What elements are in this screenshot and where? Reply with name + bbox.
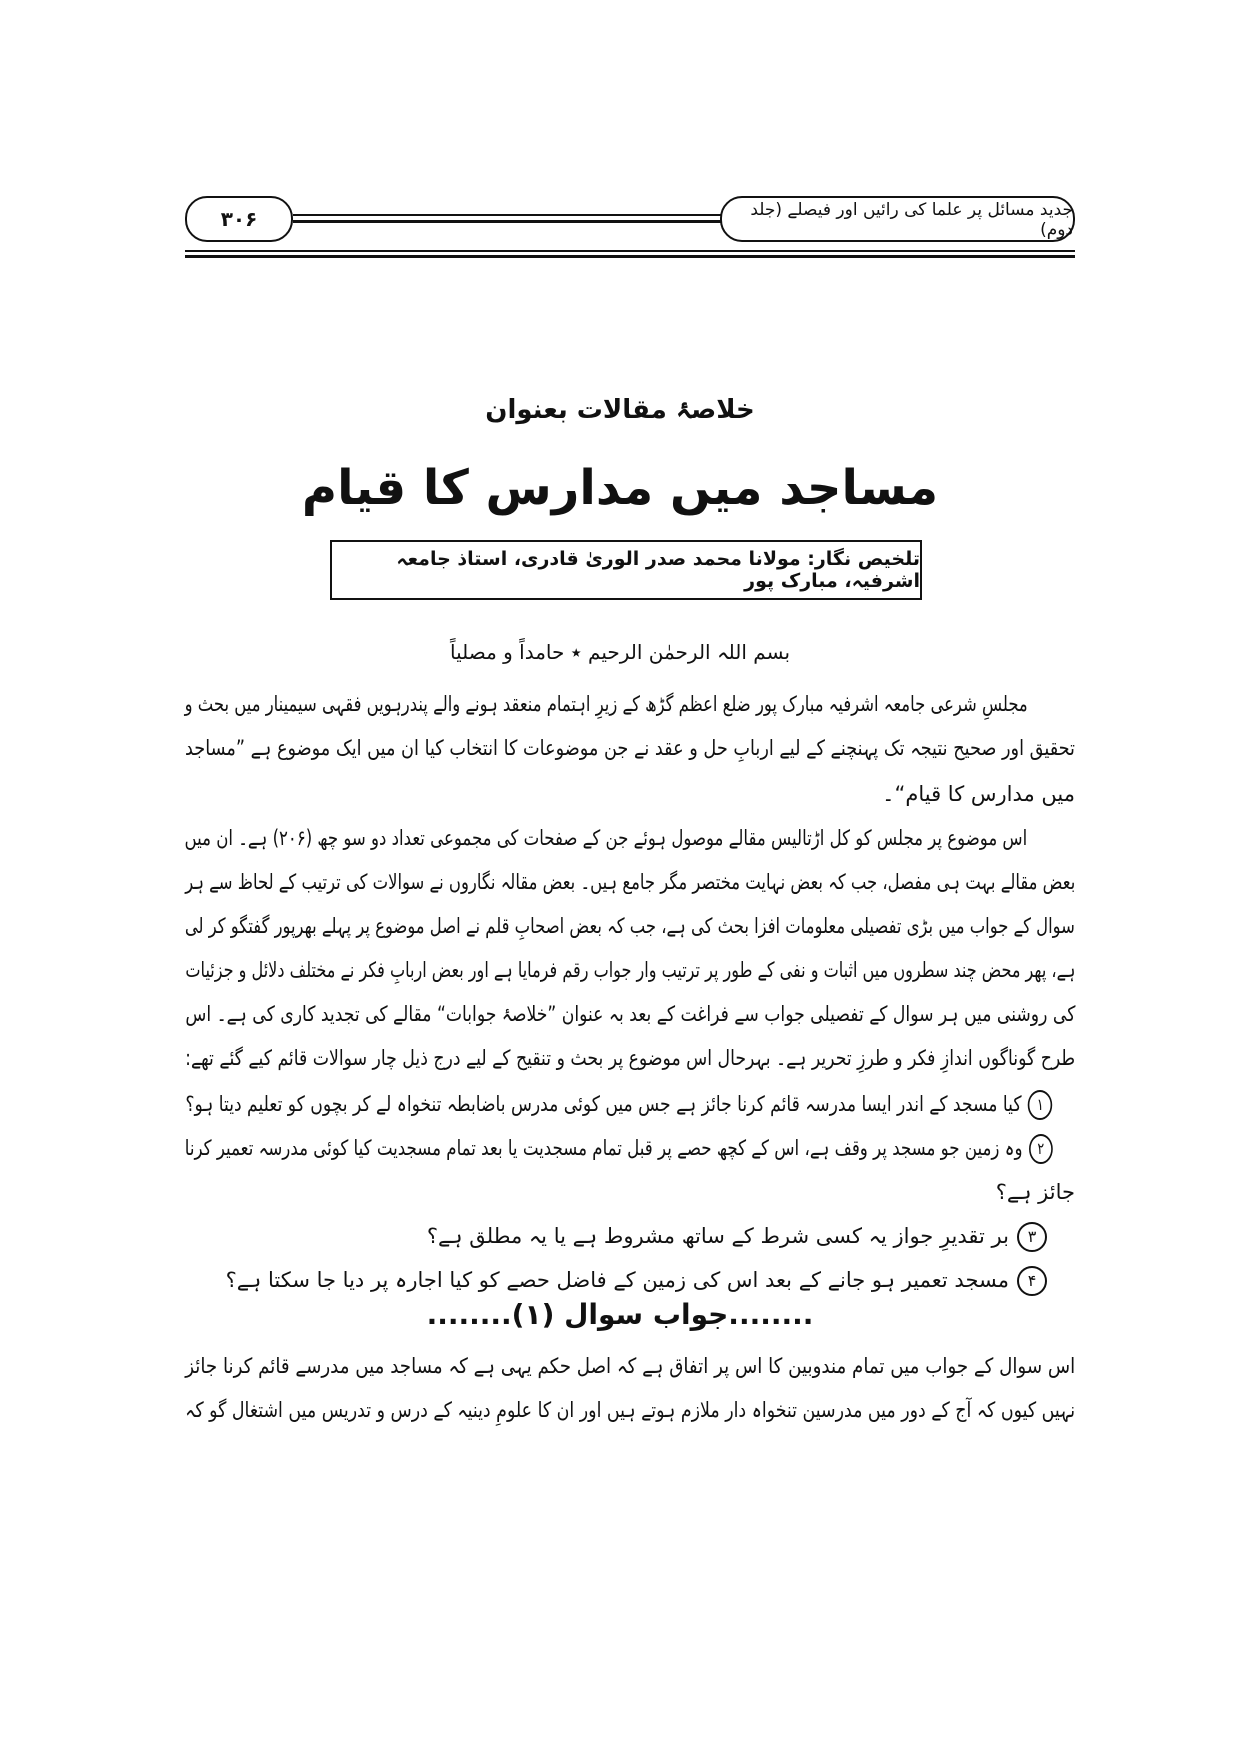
- question-2-continuation: جائز ہے؟: [995, 1180, 1075, 1204]
- para2-line: کی روشنی میں ہر سوال کے تفصیلی جواب سے فراغت کے بعد بہ عنوان ”خلاصۂ جوابات“ مقالے کی تجدید کاری کی ہے۔ اس: [185, 1002, 1075, 1026]
- article-title: مساجد میں مدارس کا قیام: [301, 460, 939, 516]
- summarizer-credit: تلخیص نگار: مولانا محمد صدر الوریٰ قادری، استاذ جامعہ اشرفیہ، مبارک پور: [396, 548, 920, 592]
- article-overline: خلاصۂ مقالات بعنوان: [485, 395, 755, 425]
- para2-line: بعض مقالے بہت ہی مفصل، جب کہ بعض نہایت مختصر مگر جامع ہیں۔ بعض مقالہ نگاروں نے سوالات کی ترتیب کے لحاظ سے ہر: [185, 870, 1075, 894]
- page-number: ۳۰۶: [220, 207, 258, 231]
- para2-line: ہے، پھر محض چند سطروں میں اثبات و نفی کے طور پر ترتیب وار جواب رقم فرمایا ہے اور بعض اربابِ فکر نے مختلف دلائل و جزئیات: [184, 958, 1075, 982]
- answer-line: اس سوال کے جواب میں تمام مندوبین کا اس پر اتفاق ہے کہ اصل حکم یہی ہے کہ مساجد میں مدرسے قائم کرنا جائز: [185, 1354, 1075, 1378]
- book-title: جدید مسائل پر علما کی رائیں اور فیصلے (جلد دوم): [750, 199, 1073, 240]
- para2-line: سوال کے جواب میں بڑی تفصیلی معلومات افزا بحث کی ہے، جب کہ بعض اصحابِ قلم نے اصل موضوع پر پہلے بھرپور گفتگو کر لی: [185, 914, 1075, 938]
- book-title-box: [720, 196, 1075, 242]
- header-double-rule-1: [185, 250, 1075, 252]
- page-number-box: [185, 196, 293, 242]
- header-rule-top: [293, 214, 721, 216]
- summarizer-box: [330, 540, 922, 600]
- question-2: ۲وہ زمین جو مسجد پر وقف ہے، اس کے کچھ حصے پر قبل تمام مسجدیت یا بعد تمام مسجدیت کیا کوئی مدرسہ تعمیر کرنا: [185, 1128, 1075, 1168]
- question-number: ۲: [1029, 1134, 1053, 1164]
- question-3: ۳بر تقدیرِ جواز یہ کسی شرط کے ساتھ مشروط ہے یا یہ مطلق ہے؟: [185, 1216, 1075, 1256]
- answer-heading: ........جواب سوال (۱)........: [426, 1298, 814, 1331]
- header-double-rule-2: [185, 255, 1075, 258]
- question-number: ۳: [1017, 1222, 1047, 1252]
- para1-line: میں مدارس کا قیام“۔: [882, 782, 1075, 806]
- para1-line: مجلسِ شرعی جامعہ اشرفیہ مبارک پور ضلع اعظم گڑھ کے زیرِ اہتمام منعقد ہونے والے پندرہویں فقہی سیمینار میں بحث و: [185, 692, 1029, 716]
- para1-line: تحقیق اور صحیح نتیجہ تک پہنچنے کے لیے اربابِ حل و عقد نے جن موضوعات کا انتخاب کیا ان میں ایک موضوع ہے ”مساجد: [185, 736, 1075, 760]
- para2-line: اس موضوع پر مجلس کو کل اڑتالیس مقالے موصول ہوئے جن کے صفحات کی مجموعی تعداد دو سو چھ (۲۰۶) ہے۔ ان میں: [185, 826, 1028, 850]
- answer-line: نہیں کیوں کہ آج کے دور میں مدرسین تنخواہ دار ملازم ہوتے ہیں اور ان کا علومِ دینیہ کے درس و تدریس میں اشتغال گو کہ: [185, 1398, 1075, 1422]
- para2-line: طرح گوناگوں اندازِ فکر و طرزِ تحریر ہے۔ بہرحال اس موضوع پر بحث و تنقیح کے لیے درج ذیل چار سوالات قائم کیے گئے تھے:: [185, 1046, 1075, 1070]
- bismillah: بسم اللہ الرحمٰن الرحیم ٭ حامداً و مصلیاً: [449, 640, 791, 664]
- question-number: ۱: [1028, 1090, 1052, 1120]
- question-1: ۱کیا مسجد کے اندر ایسا مدرسہ قائم کرنا جائز ہے جس میں کوئی مدرس باضابطہ تنخواہ لے کر بچوں کو تعلیم دیتا ہو؟: [185, 1084, 1075, 1124]
- question-number: ۴: [1017, 1266, 1047, 1296]
- header-rule-bottom: [293, 220, 721, 223]
- question-4: ۴مسجد تعمیر ہو جانے کے بعد اس کی زمین کے فاضل حصے کو کیا اجارہ پر دیا جا سکتا ہے؟: [185, 1260, 1075, 1300]
